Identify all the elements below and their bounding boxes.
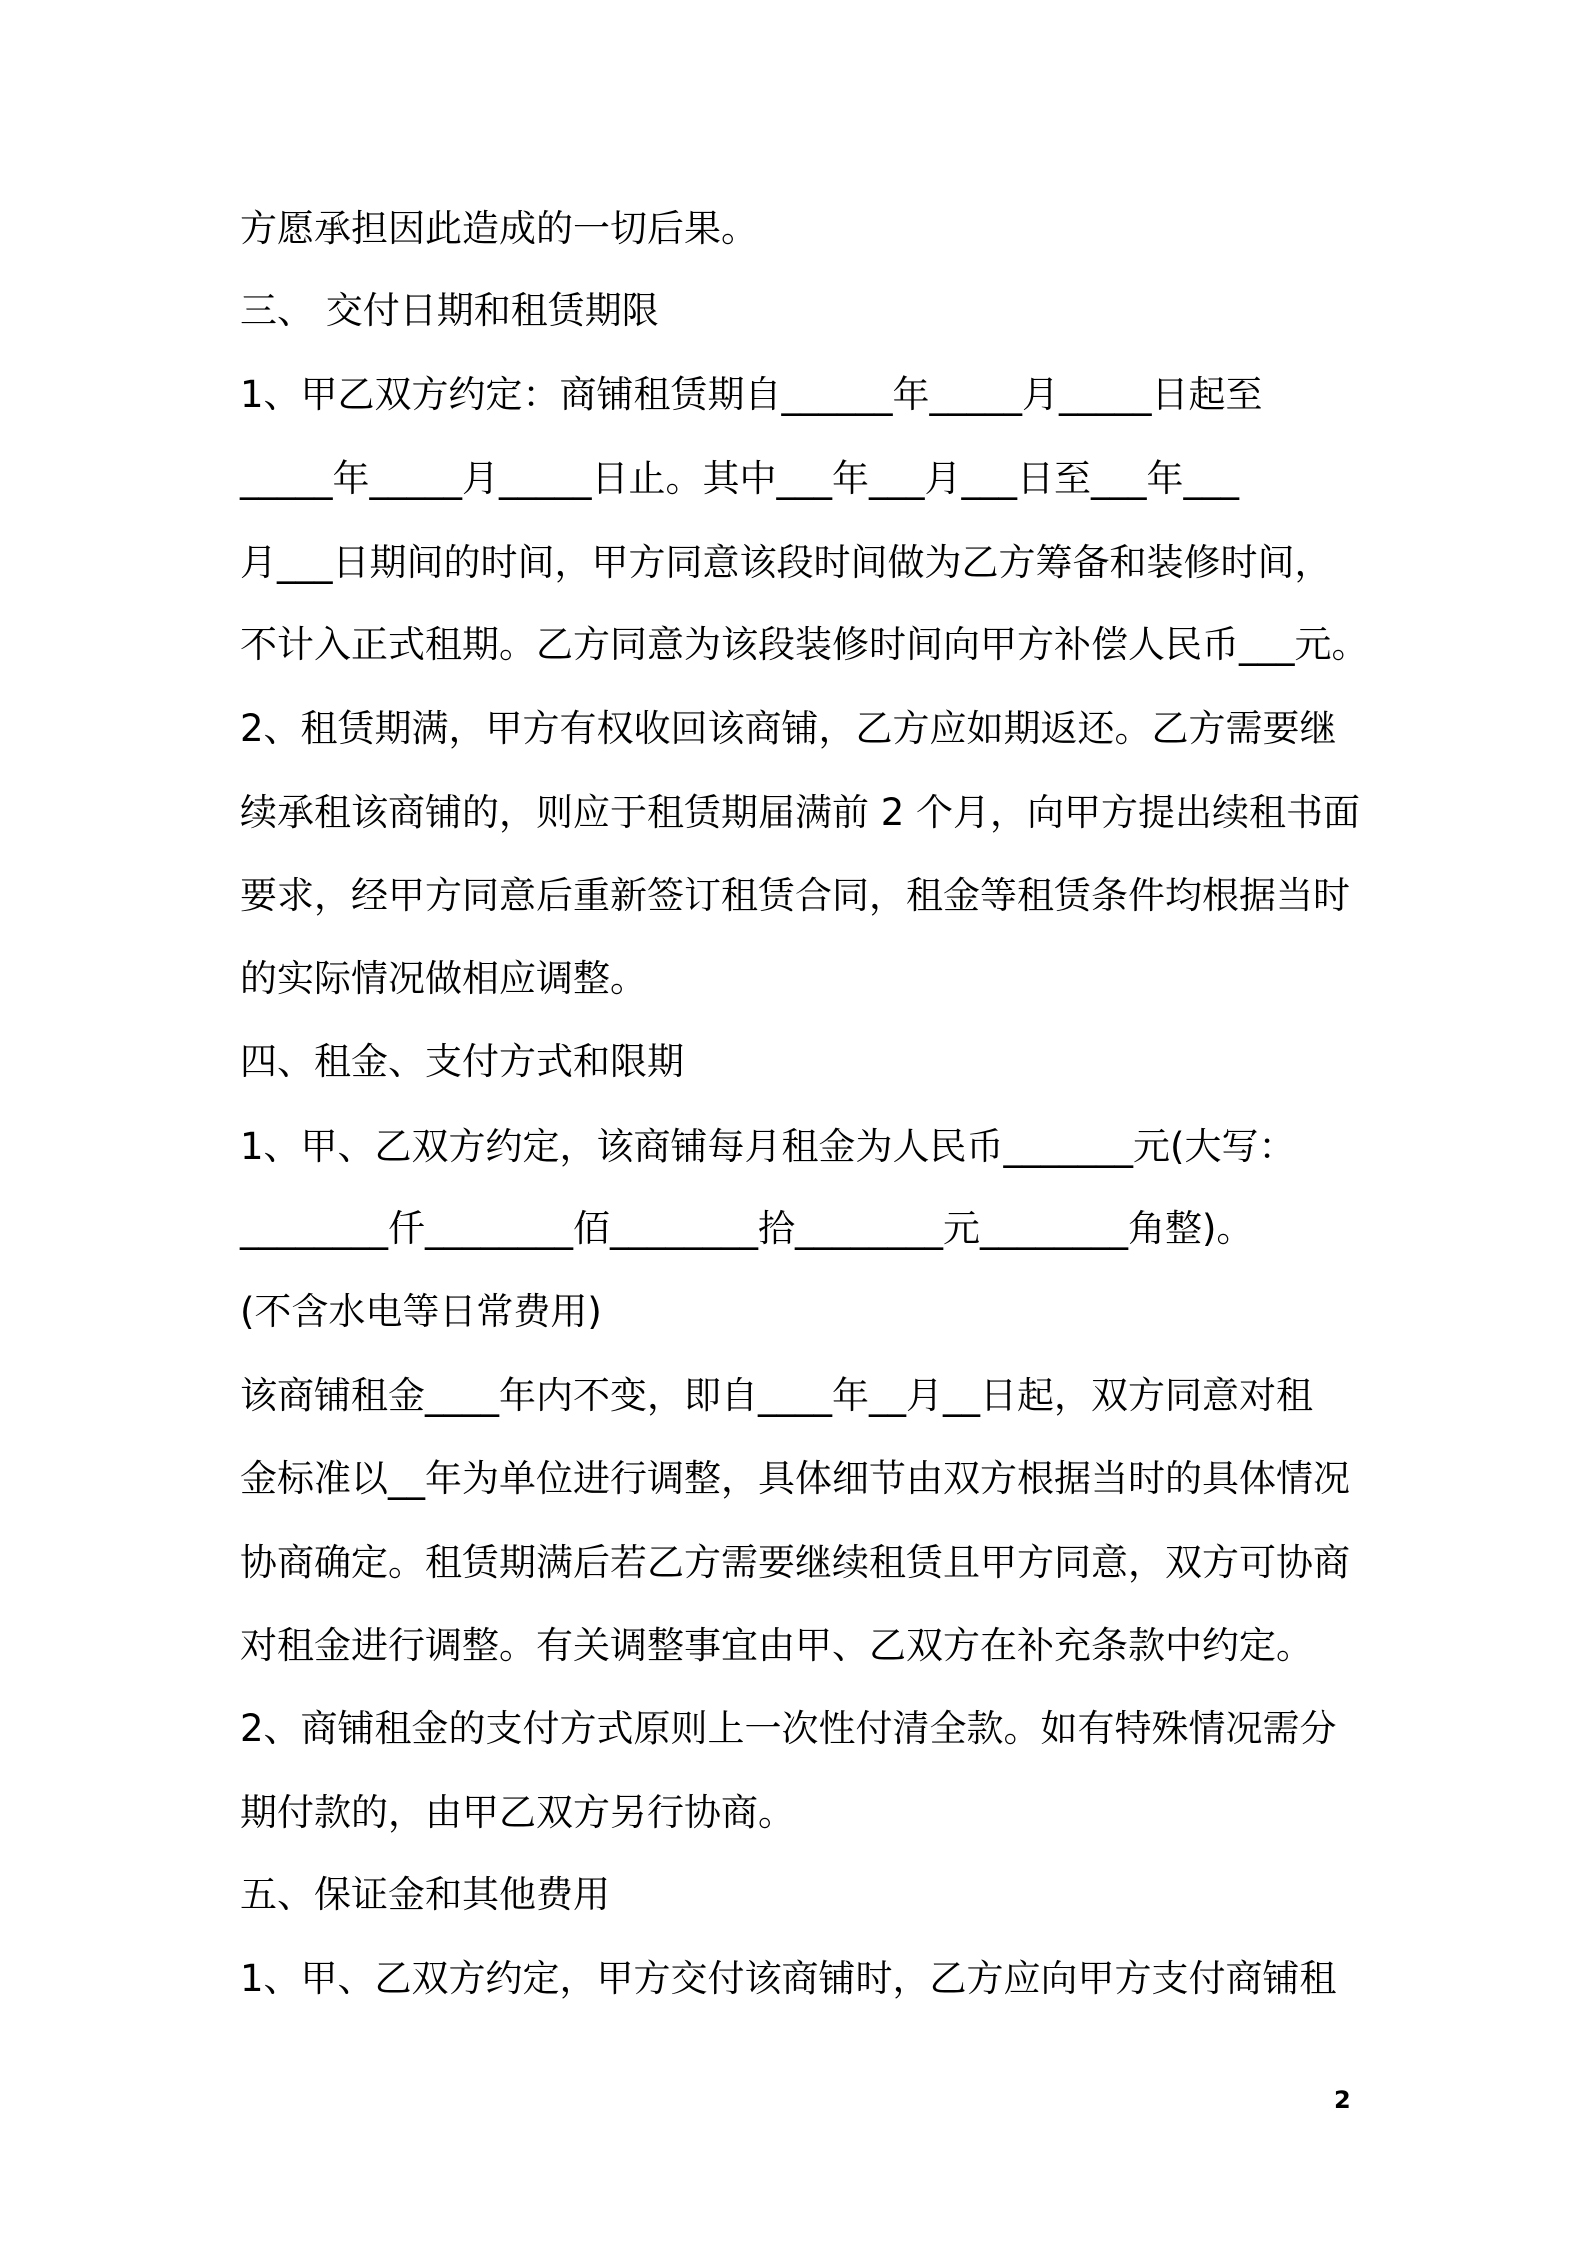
text-line: 方愿承担因此造成的一切后果。 [240, 207, 758, 250]
text-line: ________仟________佰________拾________元________角整)。 [240, 1207, 1254, 1250]
text-line: 该商铺租金____年内不变，即自____年__月__日起，双方同意对租 [240, 1374, 1313, 1417]
section-heading: 三、 交付日期和租赁期限 [240, 289, 659, 332]
section-heading: 五、保证金和其他费用 [240, 1873, 610, 1916]
text-line: 续承租该商铺的，则应于租赁期届满前 2 个月，向甲方提出续租书面 [240, 791, 1361, 834]
text-line: _____年_____月_____日止。其中___年___月___日至___年___ [240, 457, 1239, 500]
text-line: 1、甲、乙双方约定，甲方交付该商铺时，乙方应向甲方支付商铺租 [240, 1957, 1337, 2000]
text-line: (不含水电等日常费用) [240, 1290, 602, 1333]
text-line: 要求，经甲方同意后重新签订租赁合同，租金等租赁条件均根据当时 [240, 874, 1350, 917]
text-line: 协商确定。租赁期满后若乙方需要继续租赁且甲方同意，双方可协商 [240, 1541, 1350, 1584]
text-line: 1、甲乙双方约定：商铺租赁期自______年_____月_____日起至 [240, 373, 1263, 416]
text-line: 金标准以__年为单位进行调整，具体细节由双方根据当时的具体情况 [240, 1457, 1350, 1500]
text-line: 不计入正式租期。乙方同意为该段装修时间向甲方补偿人民币___元。 [240, 623, 1369, 666]
text-line: 1、甲、乙双方约定，该商铺每月租金为人民币_______元(大写： [240, 1125, 1296, 1168]
text-line: 2、商铺租金的支付方式原则上一次性付清全款。如有特殊情况需分 [240, 1707, 1337, 1750]
page-number: 2 [1334, 2086, 1351, 2114]
text-line: 的实际情况做相应调整。 [240, 957, 647, 1000]
text-line: 期付款的，由甲乙双方另行协商。 [240, 1791, 795, 1834]
section-heading: 四、租金、支付方式和限期 [240, 1040, 684, 1083]
text-line: 月___日期间的时间，甲方同意该段时间做为乙方筹备和装修时间， [240, 541, 1332, 584]
text-line: 对租金进行调整。有关调整事宜由甲、乙双方在补充条款中约定。 [240, 1624, 1313, 1667]
text-line: 2、租赁期满，甲方有权收回该商铺，乙方应如期返还。乙方需要继 [240, 707, 1337, 750]
